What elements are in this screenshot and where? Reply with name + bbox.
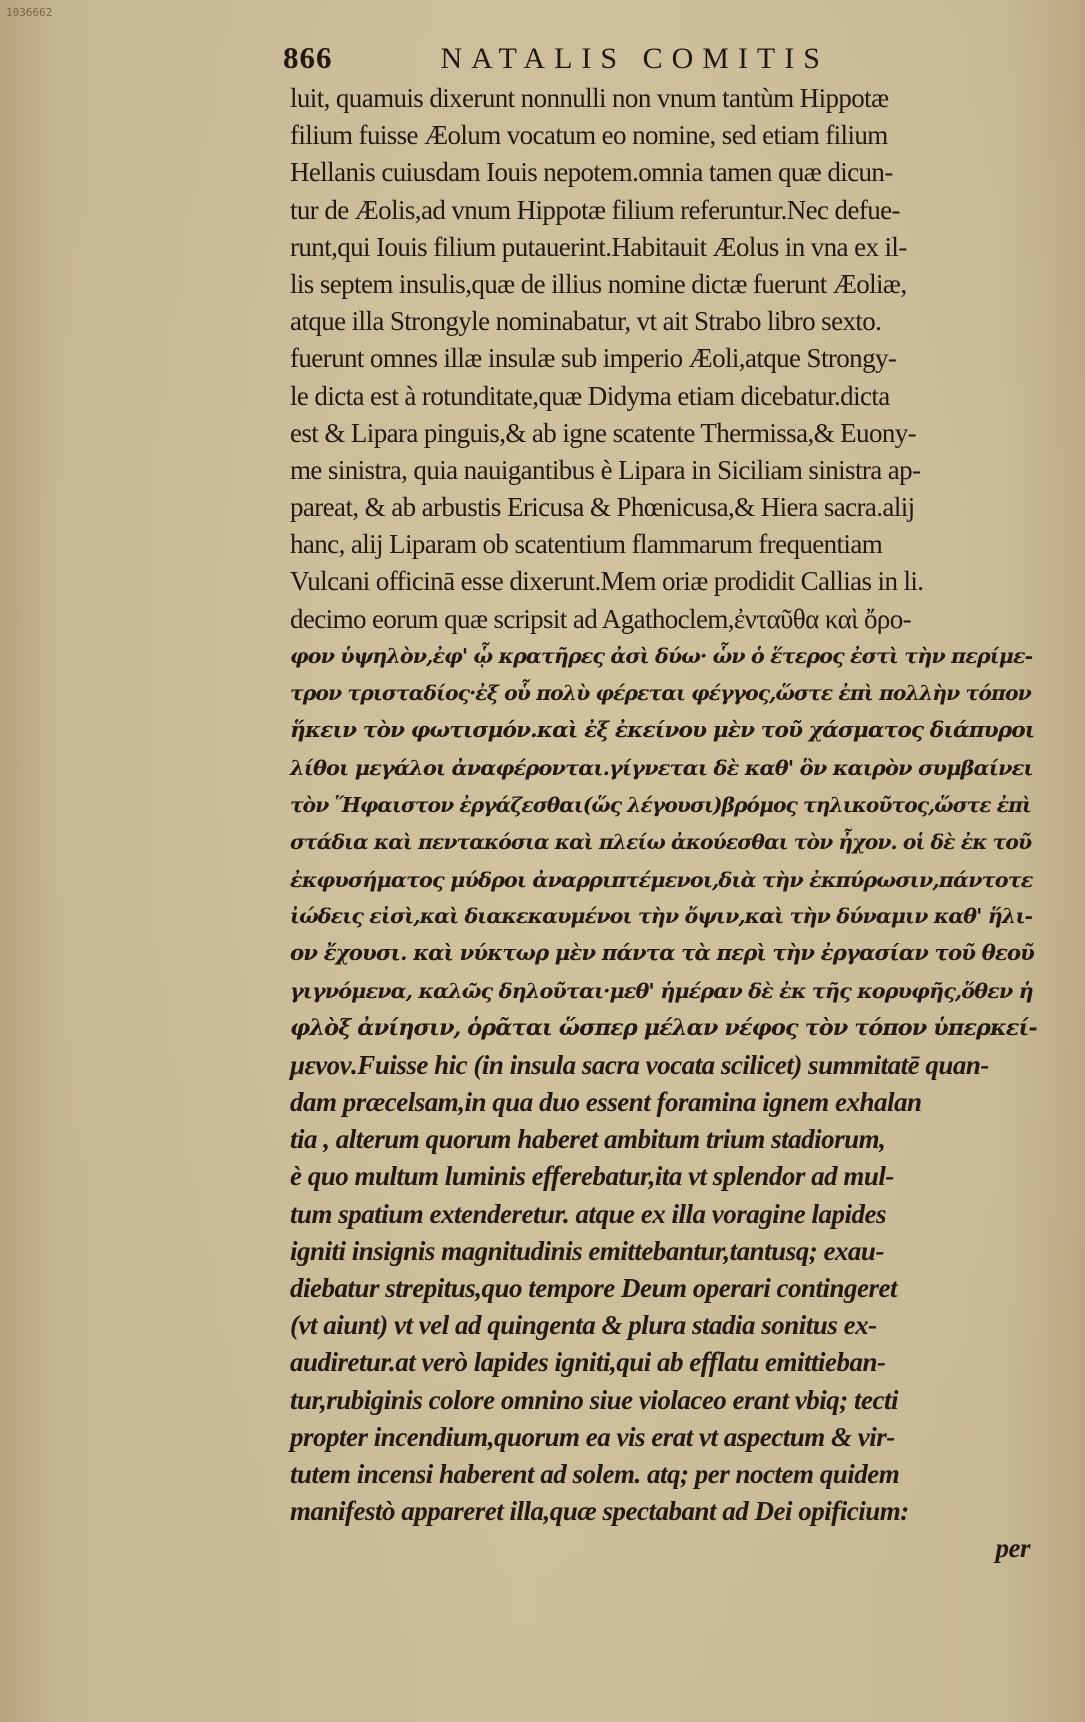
- text-line: hanc, alij Liparam ob scatentium flammarum frequentiam: [290, 529, 883, 560]
- text-line: Hellanis cuiusdam Iouis nepotem.omnia tamen quæ dicun-: [290, 157, 893, 188]
- text-line: diebatur strepitus,quo tempore Deum operari contingeret: [290, 1273, 898, 1303]
- text-line: ον ἔχουσι. καὶ νύκτωρ μὲν πάντα τὰ περὶ τὴν ἐργασίαν τοῦ θεοῦ: [290, 941, 1035, 967]
- text-line: propter incendium,quorum ea vis erat vt aspectum & vir-: [290, 1421, 895, 1452]
- running-title: NATALIS COMITIS: [440, 42, 829, 75]
- text-line: decimo eorum quæ scripsit ad Agathoclem,ἐνταῦθα καὶ ὄρο-: [290, 603, 912, 634]
- text-line: τὸν Ἥφαιστον ἐργάζεσθαι(ὥς λέγουσι)βρόμος τηλικοῦτος,ὥστε ἐπὶ: [290, 792, 1031, 817]
- text-line: runt,qui Iouis filium putauerint.Habitauit Æolus in vna ex il-: [290, 231, 907, 262]
- text-line: Vulcani officinā esse dixerunt.Mem oriæ prodidit Callias in li.: [290, 566, 924, 597]
- text-line: me sinistra, quia nauigantibus è Lipara in Siciliam sinistra ap-: [290, 454, 921, 485]
- text-line: tur de Æolis,ad vnum Hippotæ filium referuntur.Nec defue-: [290, 194, 900, 225]
- text-line: φλὸξ ἀνίησιν, ὁρᾶται ὥσπερ μέλαν νέφος τὸν τόπον ὑπερκεί-: [290, 1014, 1037, 1041]
- text-line: (vt aiunt) vt vel ad quingenta & plura stadia sonitus ex-: [290, 1310, 877, 1341]
- text-line: στάδια καὶ πεντακόσια καὶ πλείω ἀκούεσθαι τὸν ἦχον. οἱ δὲ ἐκ τοῦ: [290, 829, 1032, 854]
- running-head: [283, 40, 923, 80]
- text-line: luit, quamuis dixerunt nonnulli non vnum tantùm Hippotæ: [290, 83, 889, 113]
- text-line: tur,rubiginis colore omnino siue violaceo erant vbiq; tecti: [290, 1384, 899, 1415]
- text-line: μενον.Fuisse hic (in insula sacra vocata scilicet) summitatē quan-: [290, 1049, 989, 1080]
- text-line: lis septem insulis,quæ de illius nomine dictæ fuerunt Æoliæ,: [290, 268, 907, 299]
- text-line: igniti insignis magnitudinis emittebantur,tantusq; exau-: [290, 1235, 884, 1266]
- text-line: est & Lipara pinguis,& ab igne scatente Thermissa,& Euony-: [290, 417, 917, 448]
- text-line: è quo multum luminis efferebatur,ita vt splendor ad mul-: [290, 1161, 894, 1192]
- text-line: pareat, & ab arbustis Ericusa & Phœnicusa,& Hiera sacra.alij: [290, 492, 915, 523]
- page-identifier: 1036662: [6, 6, 53, 19]
- text-line: manifestò appareret illa,quæ spectabant ad Dei opificium:: [290, 1496, 909, 1527]
- text-line: audiretur.at verò lapides igniti,qui ab efflatu emittieban-: [290, 1347, 886, 1378]
- text-line: ἐκφυσήματος μύδροι ἀναρριπτέμενοι,διὰ τὴν ἐκπύρωσιν,πάντοτε: [290, 866, 1033, 892]
- text-line: λίθοι μεγάλοι ἀναφέρονται.γίγνεται δὲ καθ' ὃν καιρὸν συμβαίνει: [290, 755, 1033, 781]
- text-line: γιγνόμενα, καλῶς δηλοῦται·μεθ' ἡμέραν δὲ ἐκ τῆς κορυφῆς,ὅθεν ἡ: [290, 978, 1033, 1003]
- text-line: per: [995, 1533, 1030, 1564]
- body-text: [290, 80, 1042, 1568]
- text-line: dam præcelsam,in qua duo essent foramina ignem exhalan: [290, 1087, 922, 1118]
- text-line: tutem incensi haberent ad solem. atq; per noctem quidem: [290, 1458, 900, 1489]
- text-line: tum spatium extenderetur. atque ex illa voragine lapides: [290, 1198, 887, 1229]
- text-line: fuerunt omnes illæ insulæ sub imperio Æoli,atque Strongy-: [290, 343, 897, 374]
- text-line: φον ὑψηλὸν,ἐφ' ᾧ κρατῆρες ἀσὶ δύω· ὧν ὁ ἕτερος ἐστὶ τὴν περίμε-: [290, 643, 1033, 668]
- page-number: 866: [283, 40, 333, 75]
- text-line: atque illa Strongyle nominabatur, vt ait Strabo libro sexto.: [290, 306, 882, 337]
- text-line: ἥκειν τὸν φωτισμόν.καὶ ἐξ ἐκείνου μὲν τοῦ χάσματος διάπυροι: [290, 718, 1035, 744]
- text-line: τρον τρισταδίος·ἐξ οὗ πολὺ φέρεται φέγγος,ὥστε ἐπὶ πολλὴν τόπον: [290, 681, 1031, 705]
- text-line: filium fuisse Æolum vocatum eo nomine, sed etiam filium: [290, 120, 888, 151]
- text-line: ἰώδεις εἰσὶ,καὶ διακεκαυμένοι τὴν ὄψιν,καὶ τὴν δύναμιν καθ' ἥλι-: [290, 904, 1033, 929]
- text-line: le dicta est à rotunditate,quæ Didyma etiam dicebatur.dicta: [290, 380, 890, 411]
- text-line: tia , alterum quorum haberet ambitum trium stadiorum,: [290, 1124, 886, 1155]
